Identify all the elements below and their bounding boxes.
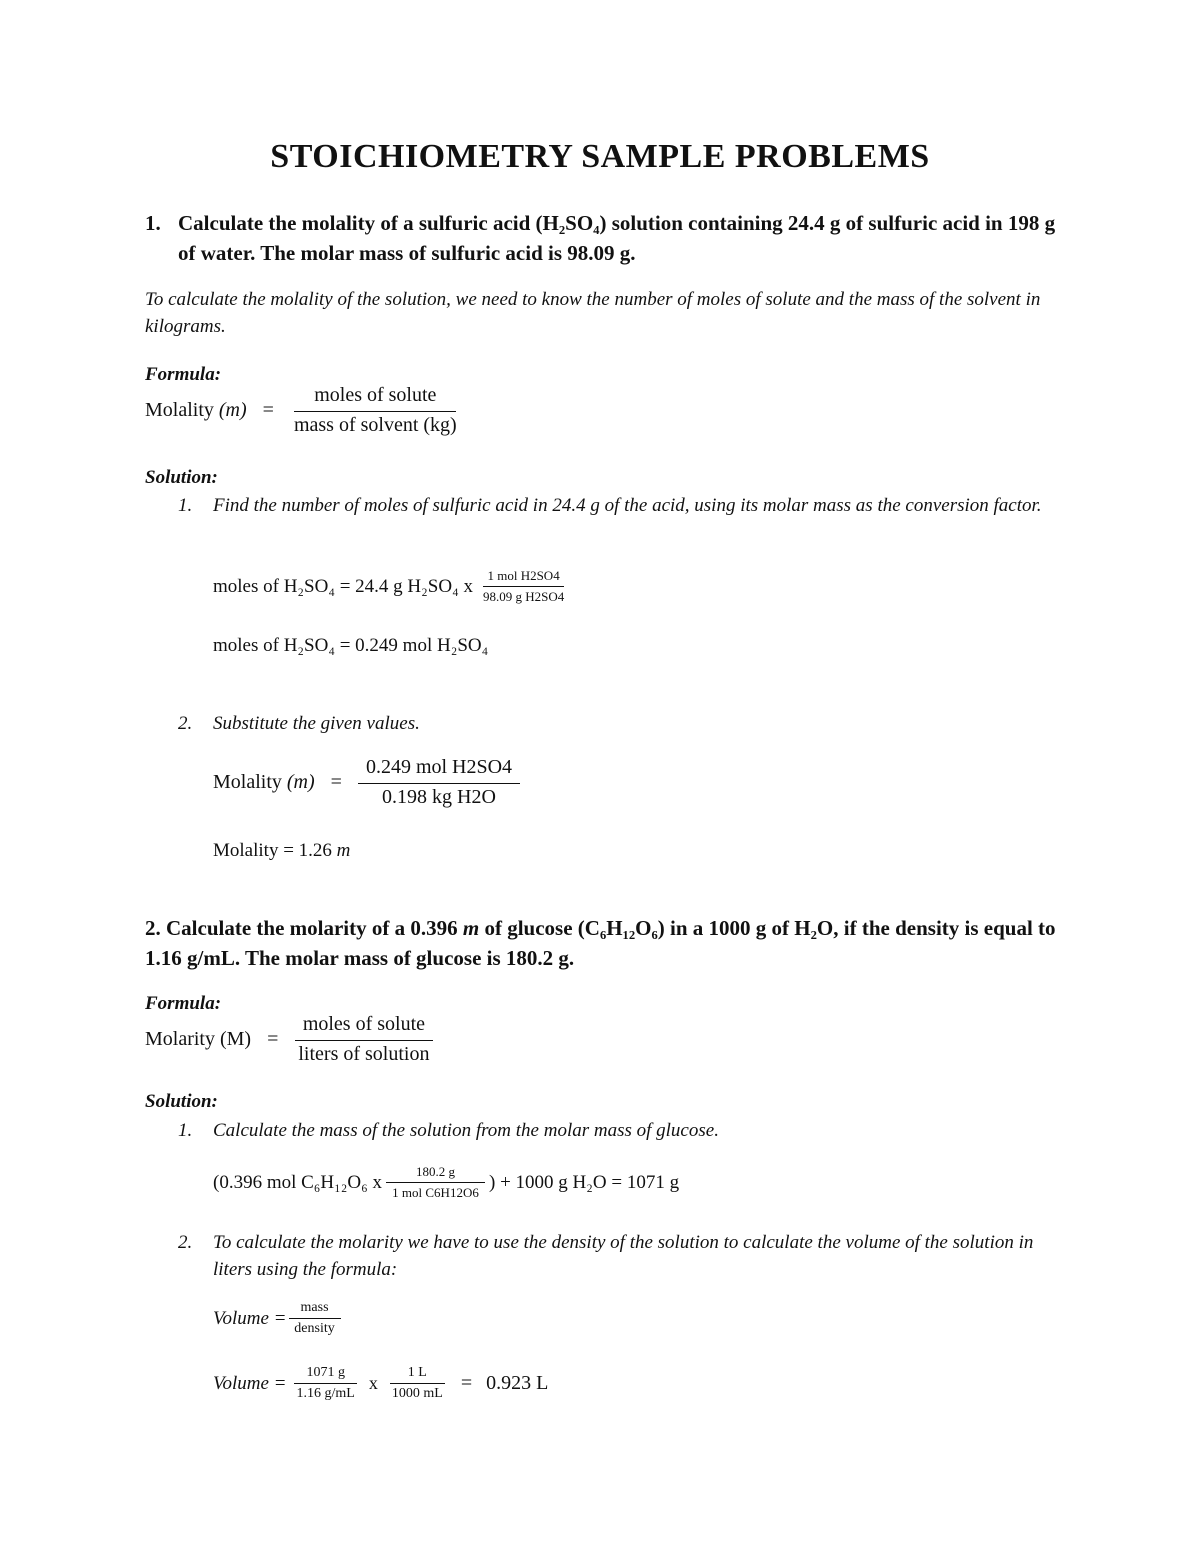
equals-sign: = <box>330 771 342 793</box>
problem-1-formula <box>145 384 461 437</box>
problem-1-step-1-equation <box>213 568 568 605</box>
step-number: 1. <box>178 1120 193 1141</box>
fraction-numerator: 0.249 mol H2SO4 <box>358 756 520 784</box>
problem-2-text-part-1: Calculate the molarity of a 0.396 <box>166 916 458 940</box>
result-unit: m <box>336 840 351 861</box>
step-number: 2. <box>178 1232 193 1253</box>
problem-2-solution-label: Solution: <box>145 1091 218 1112</box>
equals-sign: = <box>262 399 274 421</box>
problem-1-step-1 <box>178 492 1063 519</box>
fraction-numerator: 180.2 g <box>386 1164 485 1183</box>
liters-conversion-fraction <box>388 1365 447 1402</box>
mass-density-fraction <box>293 1365 359 1402</box>
fraction-denominator: liters of solution <box>298 1043 430 1065</box>
fraction-numerator: moles of solute <box>295 1013 433 1041</box>
volume-fraction <box>289 1300 341 1337</box>
fraction-numerator: 1 mol H2SO4 <box>483 568 563 587</box>
step-text: Find the number of moles of sulfuric acid in 24.4 g of the acid, using its molar mass as the conversion factor. <box>213 495 1042 516</box>
problem-2-text-part-2: of glucose (C₆H₁₂O₆) in a 1000 g of H₂O, if the density is equal to 1.16 g/mL. The molar mass of glucose is 180.2 g. <box>145 916 1056 970</box>
step-text: To calculate the molarity we have to use the density of the solution to calculate the volume of the solution in liters using the formula: <box>213 1232 1034 1280</box>
conversion-fraction <box>386 1164 485 1201</box>
fraction-denominator: mass of solvent (kg) <box>293 414 457 436</box>
problem-2-formula <box>145 1013 433 1066</box>
problem-1-solution-label: Solution: <box>145 467 218 488</box>
problem-1-intro: To calculate the molality of the solution, we need to know the number of moles of solute and the mass of the solvent in kilograms. <box>145 289 1041 337</box>
step-number: 2. <box>178 713 193 734</box>
fraction-denominator: 98.09 g H2SO4 <box>482 589 565 604</box>
substitution-fraction <box>358 756 520 809</box>
result-text: Molality = 1.26 <box>213 840 332 861</box>
problem-1-question <box>145 208 1058 268</box>
equals-sign: = <box>267 1028 279 1050</box>
problem-1-text: Calculate the molality of a sulfuric acid (H₂SO₄) solution containing 24.4 g of sulfuric acid in 198 g of water. The molar mass of sulfuric acid is 98.09 g. <box>178 211 1056 265</box>
step-text: Substitute the given values. <box>213 713 420 734</box>
problem-1-number: 1. <box>145 211 161 235</box>
problem-2-number: 2. <box>145 916 161 940</box>
fraction-denominator: 1.16 g/mL <box>296 1386 355 1401</box>
page-title: STOICHIOMETRY SAMPLE PROBLEMS <box>270 138 930 175</box>
problem-2-step-1-equation <box>213 1164 679 1201</box>
volume-result: 0.923 L <box>486 1372 549 1394</box>
problem-2-unit: m <box>462 916 480 940</box>
equals-sign: = <box>460 1372 473 1394</box>
times-sign: x <box>368 1373 378 1393</box>
fraction-numerator: 1 L <box>390 1365 445 1384</box>
volume-label: Volume = <box>213 1308 287 1329</box>
problem-1-formula-label: Formula: <box>145 364 222 385</box>
problem-2-step-2 <box>178 1229 1063 1283</box>
fraction-numerator: 1071 g <box>294 1365 357 1384</box>
equation-lhs: (0.396 mol C₆H₁₂O₆ x <box>213 1171 382 1193</box>
problem-1-step-2-equation <box>213 756 520 809</box>
volume-label: Volume = <box>213 1373 287 1394</box>
step-text: Calculate the mass of the solution from the molar mass of glucose. <box>213 1120 719 1141</box>
volume-calculation <box>213 1365 548 1402</box>
conversion-fraction <box>479 568 568 605</box>
formula-lhs: Molarity (M) <box>145 1028 252 1050</box>
fraction-numerator: mass <box>289 1300 341 1319</box>
fraction-denominator: 1 mol C6H12O6 <box>392 1185 479 1200</box>
problem-1-step-2 <box>178 710 420 737</box>
volume-formula <box>213 1300 341 1337</box>
formula-lhs: Molality (m) <box>145 399 247 421</box>
fraction-denominator: 0.198 kg H2O <box>382 786 496 808</box>
formula-fraction <box>294 1013 433 1066</box>
fraction-denominator: density <box>294 1321 335 1336</box>
fraction-numerator: moles of solute <box>294 384 456 412</box>
equation-lhs: moles of H₂SO₄ = 24.4 g H₂SO₄ x <box>213 575 473 597</box>
equation-lhs: Molality (m) <box>213 771 315 793</box>
problem-1-step-1-result: moles of H₂SO₄ = 0.249 mol H₂SO₄ <box>213 635 489 656</box>
problem-2-question <box>145 913 1065 973</box>
problem-2-formula-label: Formula: <box>145 993 222 1014</box>
fraction-denominator: 1000 mL <box>391 1386 443 1401</box>
problem-2-step-1 <box>178 1117 719 1144</box>
step-number: 1. <box>178 495 193 516</box>
problem-1-result <box>213 840 350 862</box>
equation-rhs: ) + 1000 g H₂O = 1071 g <box>489 1171 680 1193</box>
formula-fraction <box>290 384 461 437</box>
